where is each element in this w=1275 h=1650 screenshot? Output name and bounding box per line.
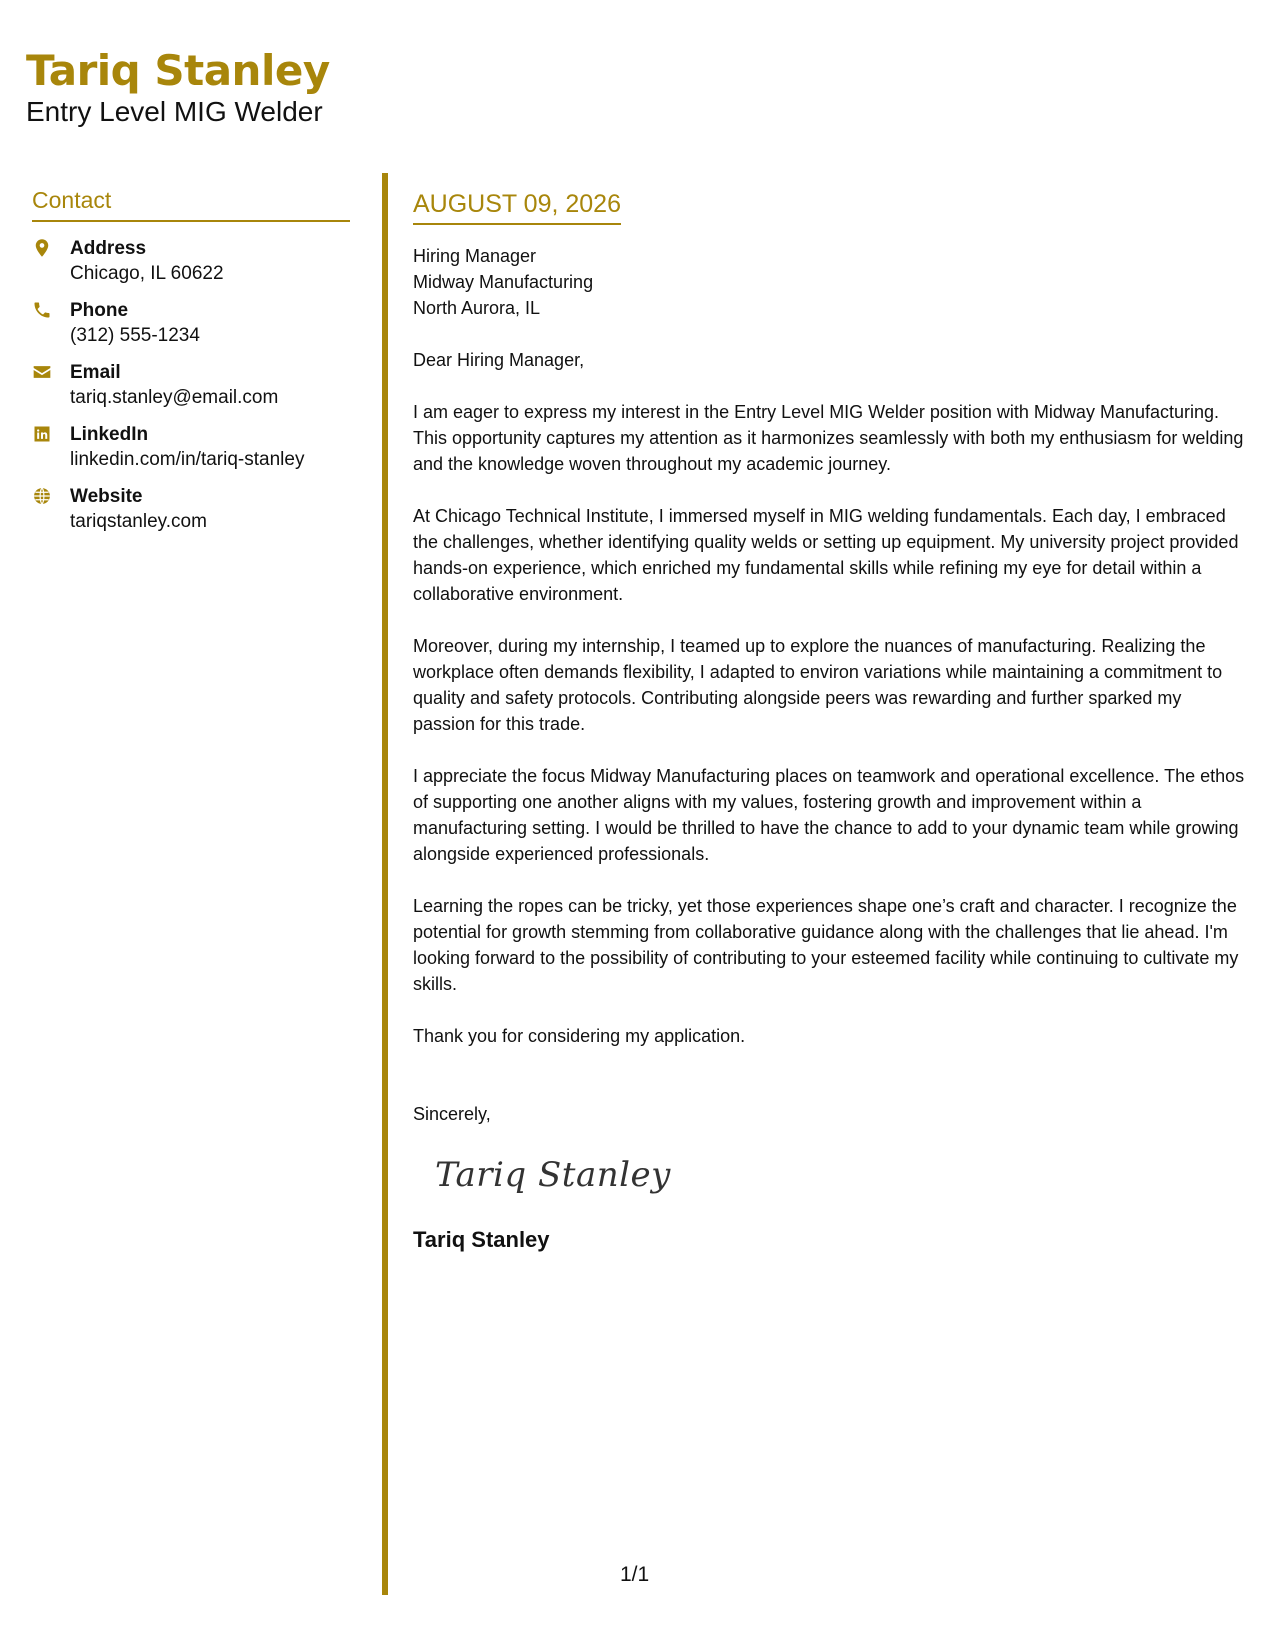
contact-item-linkedin (32, 422, 350, 472)
phone-value: (312) 555-1234 (70, 325, 200, 346)
linkedin-value[interactable]: linkedin.com/in/tariq-stanley (70, 449, 305, 470)
handwritten-signature: Tariq Stanley (435, 1155, 671, 1195)
recipient-name: Hiring Manager (413, 246, 537, 266)
contact-heading: Contact (32, 187, 350, 222)
closing: Sincerely, (413, 1104, 491, 1124)
letter-paragraph: I appreciate the focus Midway Manufacturing places on teamwork and operational excellence. The ethos of supporting one another aligns with my values, fostering growth and improvement within a manufacturing setting. I would be thrilled to have the chance to add to your dynamic team while growing alongside experienced professionals. (413, 766, 1245, 864)
applicant-name: Tariq Stanley (26, 46, 330, 95)
globe-icon (32, 484, 70, 506)
letter-paragraph: At Chicago Technical Institute, I immersed myself in MIG welding fundamentals. Each day, I embraced the challenges, whether identifying quality welds or setting up equipment. My university project provided hands-on experience, which enriched my fundamental skills while refining my eye for detail within a collaborative environment. (413, 506, 1239, 604)
website-value[interactable]: tariqstanley.com (70, 511, 207, 532)
letter-paragraph: I am eager to express my interest in the Entry Level MIG Welder position with Midway Manufacturing. This opportunity captures my attention as it harmonizes seamlessly with both my enthusiasm for welding and the knowledge woven throughout my academic journey. (413, 402, 1244, 474)
letter-paragraph: Thank you for considering my application. (413, 1026, 746, 1046)
letter-paragraph: Learning the ropes can be tricky, yet those experiences shape one’s craft and character. I recognize the potential for growth stemming from collaborative guidance along with the challenges that lie ahead. I'm looking forward to the possibility of contributing to your esteemed facility while continuing to cultivate my skills. (413, 896, 1239, 994)
address-value: Chicago, IL 60622 (70, 263, 224, 284)
resume-header (26, 48, 330, 128)
contact-item-website (32, 484, 350, 534)
letter-body (413, 190, 1248, 1253)
vertical-divider (382, 173, 388, 1595)
letter-paragraph: Moreover, during my internship, I teamed up to explore the nuances of manufacturing. Realizing the workplace often demands flexibility, I adapted to environ variations while maintaining a commitment to quality and safety protocols. Contributing alongside peers was rewarding and further sparked my passion for this trade. (413, 636, 1223, 734)
email-icon (32, 360, 70, 382)
recipient-block (413, 243, 1248, 321)
contact-label: LinkedIn (70, 424, 149, 445)
contact-label: Phone (70, 300, 129, 321)
salutation: Dear Hiring Manager, (413, 350, 585, 370)
signer-name: Tariq Stanley (413, 1227, 550, 1252)
contact-label: Email (70, 362, 121, 383)
contact-label: Address (70, 238, 147, 259)
contact-sidebar (32, 187, 350, 546)
recipient-location: North Aurora, IL (413, 298, 541, 318)
linkedin-icon (32, 422, 70, 444)
contact-label: Website (70, 486, 143, 507)
contact-item-phone (32, 298, 350, 348)
recipient-company: Midway Manufacturing (413, 272, 594, 292)
location-pin-icon (32, 236, 70, 258)
contact-item-address (32, 236, 350, 286)
letter-date: AUGUST 09, 2026 (413, 190, 621, 225)
job-title: Entry Level MIG Welder (26, 96, 323, 128)
page-number: 1/1 (620, 1563, 650, 1586)
email-value[interactable]: tariq.stanley@email.com (70, 387, 279, 408)
phone-icon (32, 298, 70, 320)
contact-item-email (32, 360, 350, 410)
